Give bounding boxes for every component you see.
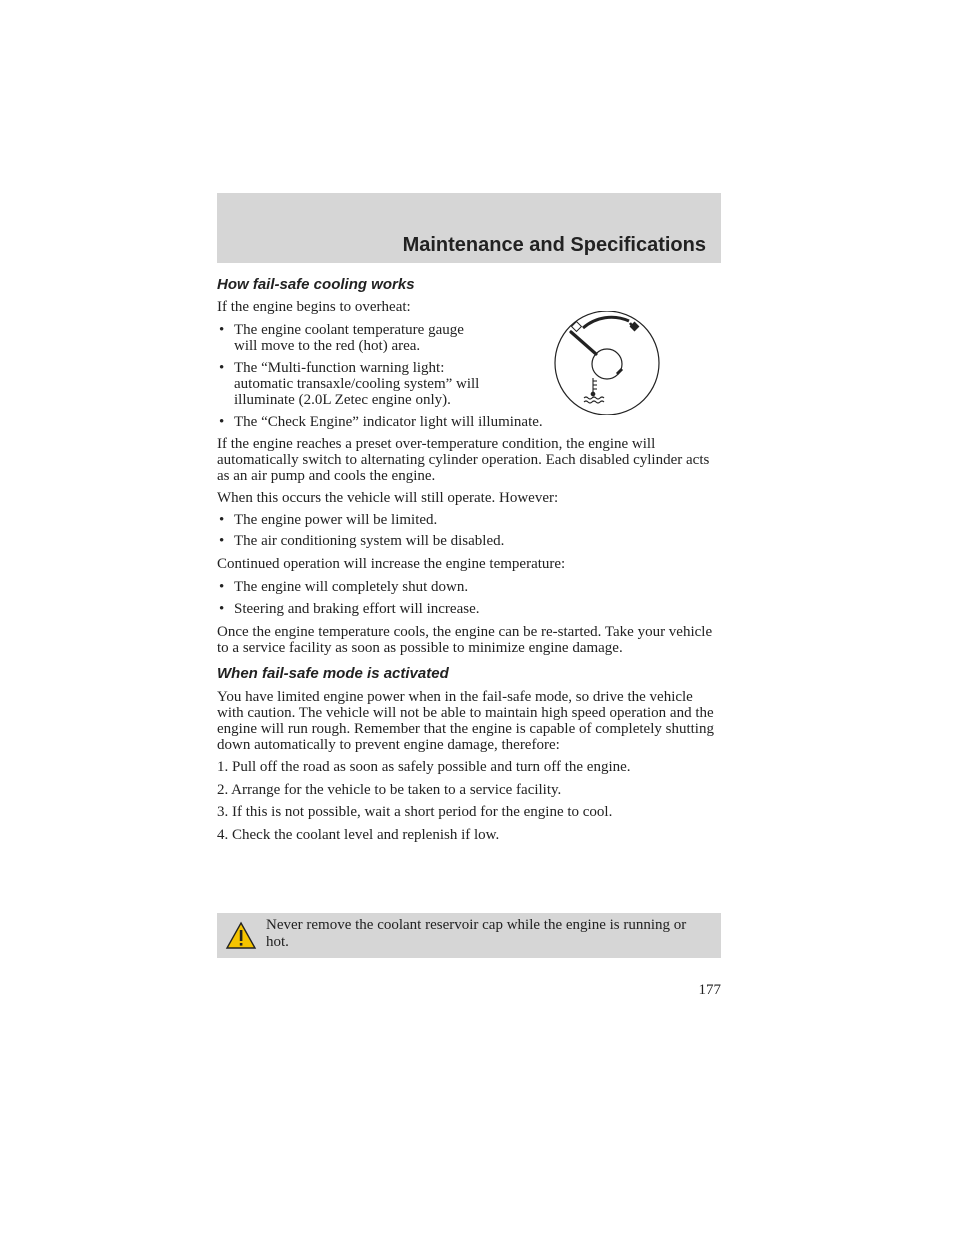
limitations-list — [217, 512, 721, 549]
list-item: • The engine will completely shut down. — [217, 579, 721, 595]
list-item: • The “Multi-function warning light: automatic transaxle/cooling system” will illuminate (2.0L Zetec engine only). — [217, 360, 489, 408]
list-item: • Steering and braking effort will increase. — [217, 601, 721, 617]
restart-paragraph: Once the engine temperature cools, the engine can be re-started. Take your vehicle to a service facility as soon as possible to minimize engine damage. — [217, 624, 713, 656]
warning-box — [217, 913, 721, 958]
continued-operation-paragraph: Continued operation will increase the engine temperature: — [217, 556, 566, 572]
steps-list — [217, 759, 721, 843]
still-operate-paragraph: When this occurs the vehicle will still operate. However: — [217, 490, 559, 506]
list-item: • The air conditioning system will be disabled. — [217, 533, 721, 549]
section-heading-cooling: How fail-safe cooling works — [217, 276, 415, 293]
coolant-temperature-gauge-icon — [552, 311, 662, 415]
list-item: 2. Arrange for the vehicle to be taken to a service facility. — [217, 782, 562, 798]
warning-triangle-icon — [225, 921, 257, 950]
consequences-list — [217, 579, 721, 617]
header-band — [217, 193, 721, 263]
failsafe-paragraph: You have limited engine power when in the fail-safe mode, so drive the vehicle with caution. The vehicle will not be able to maintain high speed operation and the engine will run rough. Remember that the engine is capable of completely shutting down automatically to prevent engine damage, therefore: — [217, 689, 714, 753]
list-item: 4. Check the coolant level and replenish if low. — [217, 827, 500, 843]
over-temperature-paragraph: If the engine reaches a preset over-temperature condition, the engine will automatically switch to alternating cylinder operation. Each disabled cylinder acts as an air pump and cools the engine. — [217, 436, 710, 484]
list-item: 3. If this is not possible, wait a short period for the engine to cool. — [217, 804, 613, 820]
page-title: Maintenance and Specifications — [402, 234, 706, 256]
overheat-intro: If the engine begins to overheat: — [217, 299, 411, 315]
list-item: • The engine power will be limited. — [217, 512, 721, 528]
list-item: • The engine coolant temperature gauge will move to the red (hot) area. — [217, 322, 466, 354]
list-item: 1. Pull off the road as soon as safely possible and turn off the engine. — [217, 759, 631, 775]
page-number: 177 — [698, 982, 721, 998]
section-heading-failsafe: When fail-safe mode is activated — [217, 665, 449, 682]
list-item: • The “Check Engine” indicator light will illuminate. — [217, 414, 721, 430]
warning-text: Never remove the coolant reservoir cap while the engine is running or hot. — [266, 917, 687, 950]
